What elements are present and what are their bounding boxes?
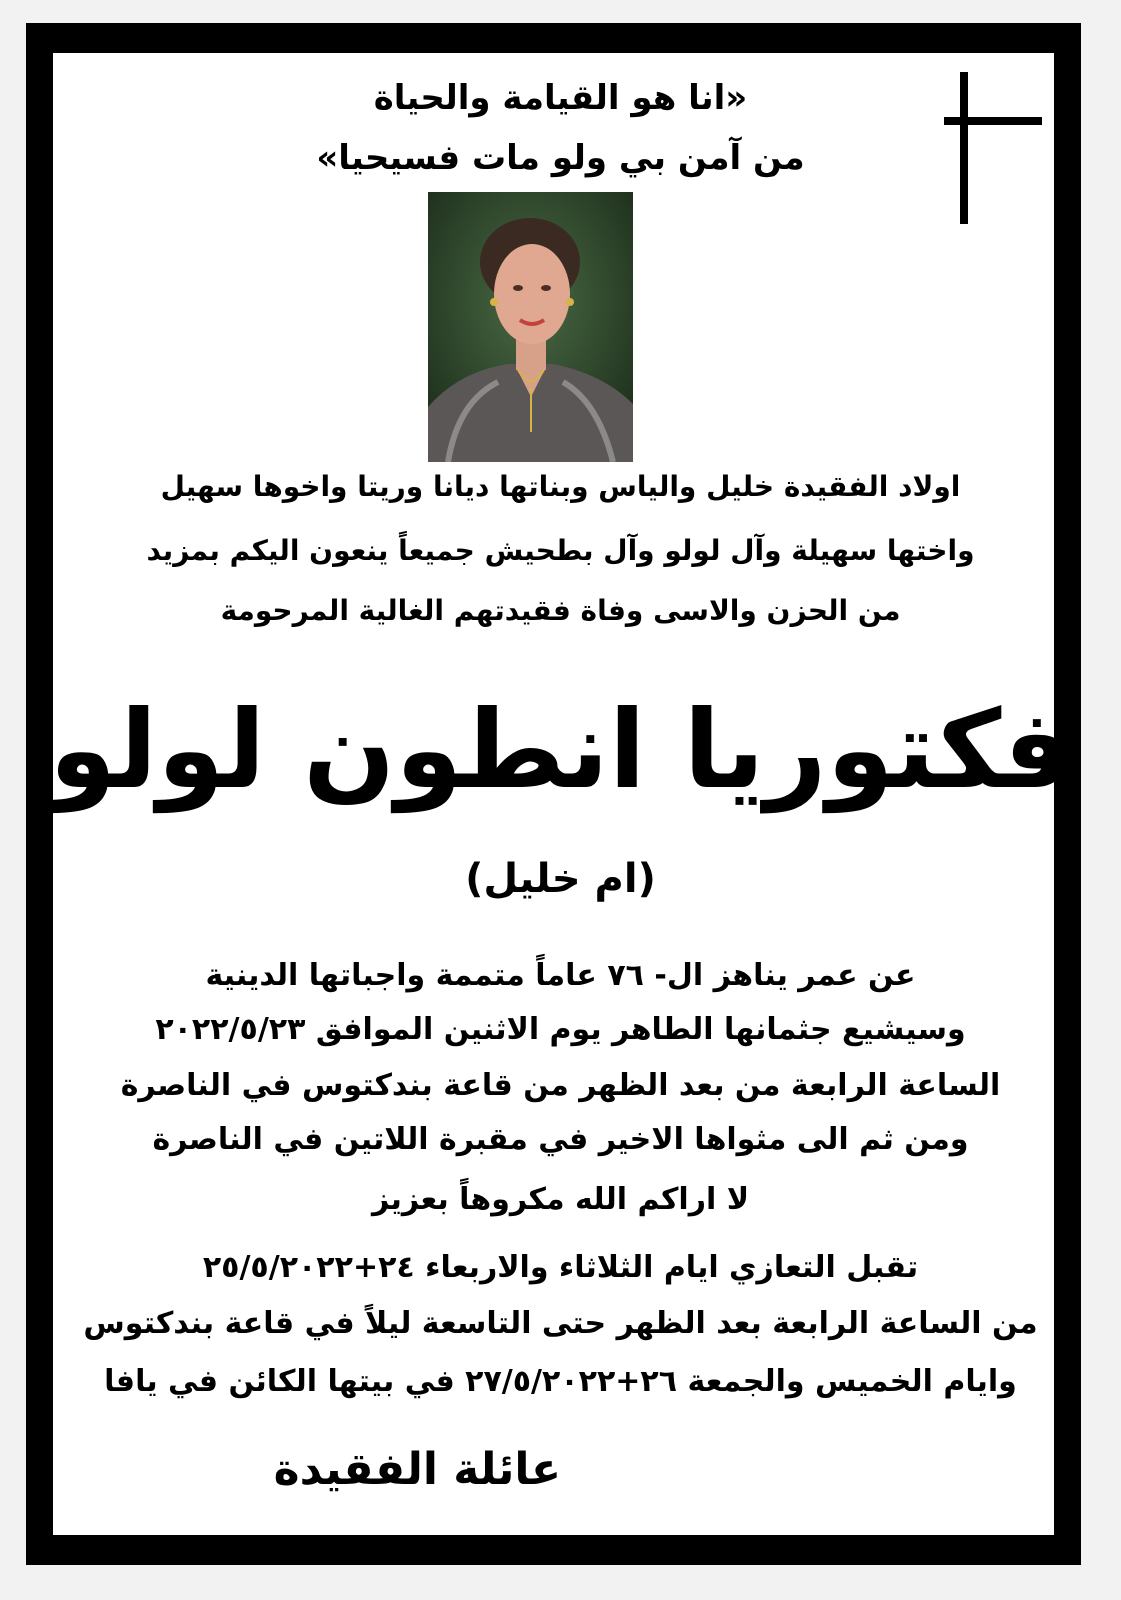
verse-line-2: من آمن بي ولو مات فسيحيا» (316, 138, 805, 178)
details-line-1: عن عمر يناهز ال- ٧٦ عاماً متممة واجباتها الدينية (205, 958, 916, 993)
family-signature: عائلة الفقيدة (273, 1444, 561, 1495)
cross-icon-bar (944, 117, 1042, 125)
deceased-name: فكتوريا انطون لولو (49, 688, 1072, 813)
family-intro-line-2: واختها سهيلة وآل لولو وآل بطحيش جميعاً ينعون اليكم بمزيد (146, 534, 975, 567)
deceased-nickname: (ام خليل) (465, 856, 656, 902)
family-intro-line-3: من الحزن والاسى وفاة فقيدتهم الغالية المرحومة (220, 594, 901, 627)
family-intro-line-1: اولاد الفقيدة خليل والياس وبناتها ديانا وريتا واخوها سهيل (160, 470, 961, 503)
verse-line-1: «انا هو القيامة والحياة (373, 78, 748, 118)
details-line-4: ومن ثم الى مثواها الاخير في مقبرة اللاتين في الناصرة (152, 1122, 969, 1157)
condolences-line-1: تقبل التعازي ايام الثلاثاء والاربعاء ٢٤+٢٥/٥/٢٠٢٢ (202, 1250, 919, 1285)
details-line-5: لا اراكم الله مكروهاً بعزيز (371, 1182, 750, 1217)
details-line-3: الساعة الرابعة من بعد الظهر من قاعة بندكتوس في الناصرة (120, 1068, 1001, 1103)
details-line-2: وسيشيع جثمانها الطاهر يوم الاثنين الموافق ٢٠٢٢/٥/٢٣ (155, 1012, 966, 1047)
condolences-line-2: من الساعة الرابعة بعد الظهر حتى التاسعة ليلاً في قاعة بندكتوس (83, 1306, 1038, 1341)
deceased-portrait-photo (428, 192, 633, 462)
condolences-line-3: وايام الخميس والجمعة ٢٦+٢٧/٥/٢٠٢٢ في بيتها الكائن في يافا (104, 1364, 1017, 1399)
